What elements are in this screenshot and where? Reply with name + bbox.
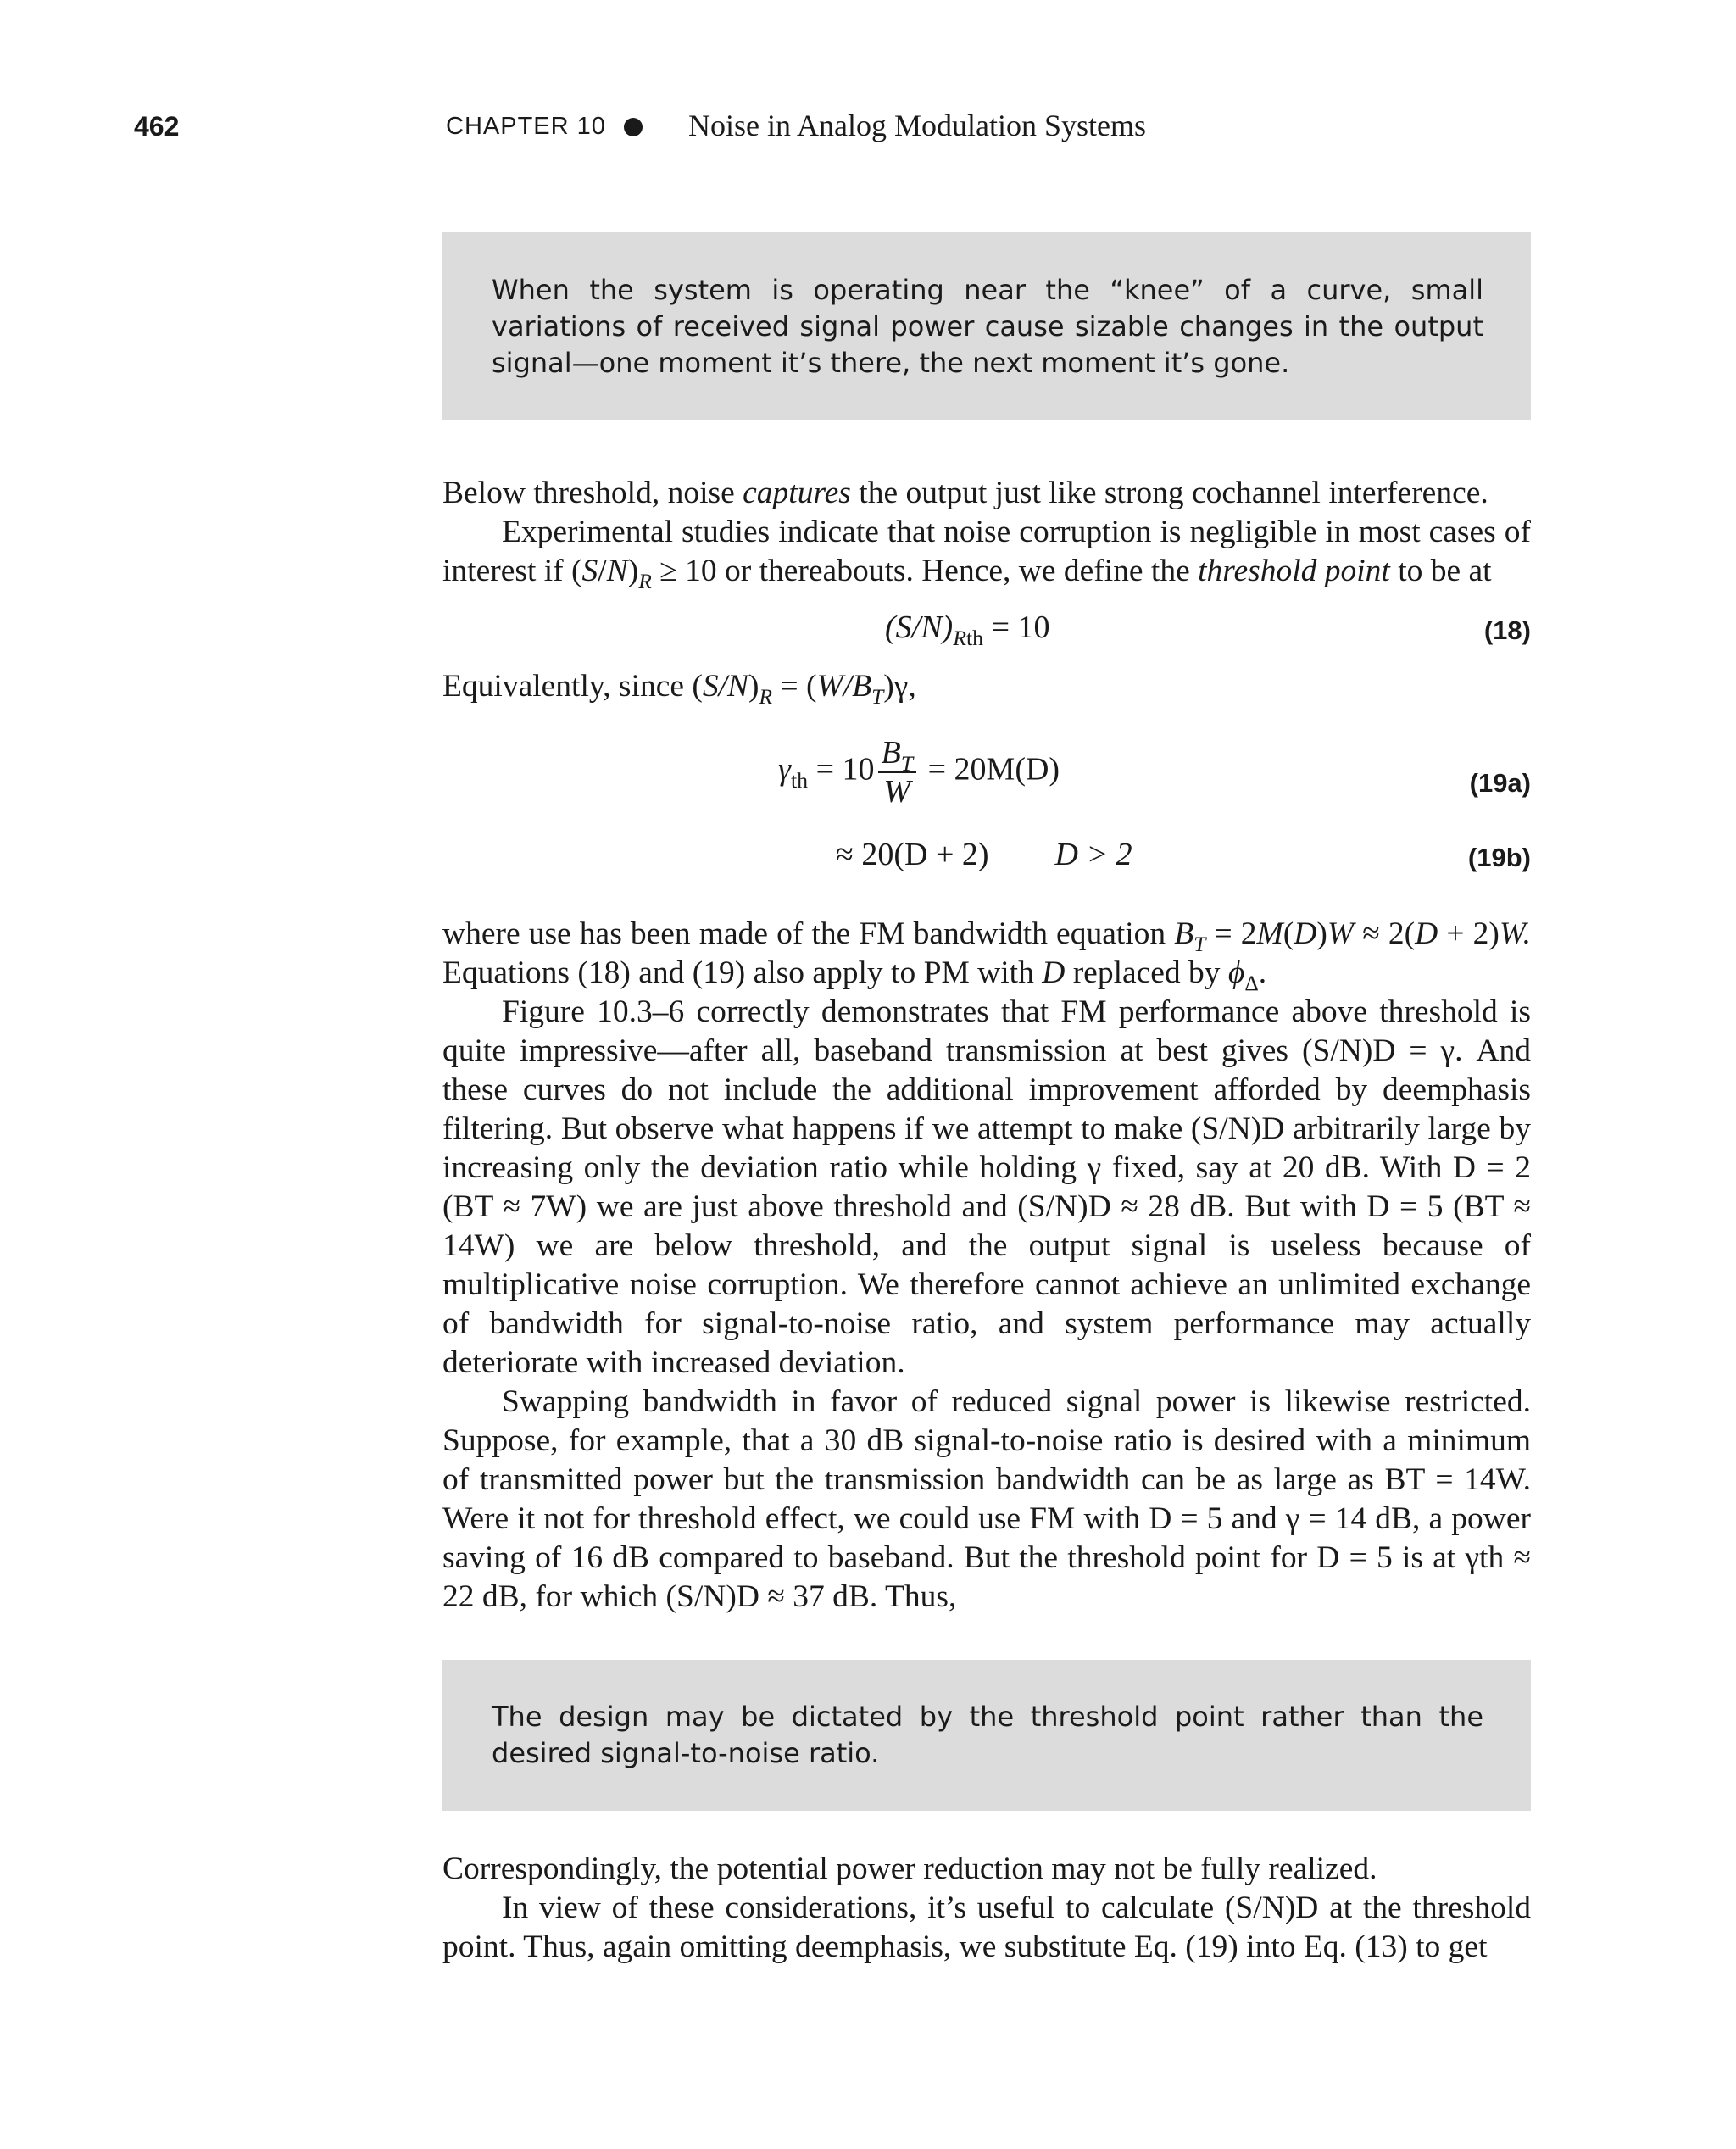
text-block-fm-performance bbox=[442, 915, 1531, 1617]
text-equivalently: Equivalently, since $(S/N)_R = (W/B_T)\gamma$, bbox=[442, 669, 916, 709]
callout-text: The design may be dictated by the threshold point rather than the desired signal-to-noise ratio. bbox=[492, 1701, 1483, 1769]
equation-number-19a: (19a) bbox=[1469, 768, 1531, 798]
paragraph: Experimental studies indicate that noise corruption is negligible in most cases of interest if $(S/N)_R \ge 10$ or thereabouts. Hence, we define the threshold point to be at bbox=[442, 515, 1531, 593]
paragraph: Figure 10.3–6 correctly demonstrates that FM performance above threshold is quite impressive—after all, baseband transmission at best gives (S/N)D = γ. And these curves do not include the additional improvement afforded by deemphasis filtering. But observe what happens if we attempt to make (S/N)D arbitrarily large by increasing only the deviation ratio while holding γ fixed, say at 20 dB. With D = 2 (BT ≈ 7W) we are just above threshold and (S/N)D ≈ 28 dB. But with D = 5 (BT ≈ 14W) we are below threshold, and the output signal is useless because of multiplicative noise corruption. We therefore cannot achieve an unlimited exchange of bandwidth for signal-to-noise ratio, and system performance may actually deteriorate with increased deviation. bbox=[442, 994, 1531, 1380]
paragraph: In view of these considerations, it’s useful to calculate (S/N)D at the threshold point. Thus, again omitting deemphasis, we substitute Eq. (19) into Eq. (13) to get bbox=[442, 1890, 1531, 1964]
page-number: 462 bbox=[134, 111, 180, 142]
paragraph: where use has been made of the FM bandwidth equation $B_T = 2M(D)W \approx 2(D + 2)W$. Equations (18) and (19) also apply to PM with D replaced by $\phi_\Delta$. bbox=[442, 916, 1531, 995]
equation-19b: ≈ 20(D + 2) D > 2 bbox=[836, 837, 1132, 872]
text-block-conclusion bbox=[442, 1850, 1531, 1967]
equation-19a: $\gamma_{th} = 10$ $\frac{B_T}{W}$ = 20M(D) bbox=[778, 735, 1060, 810]
callout-box-knee bbox=[442, 232, 1531, 420]
bullet-separator bbox=[624, 118, 643, 136]
equation-18: $(S/N)_{Rth} = 10$ bbox=[885, 610, 1050, 651]
chapter-label: CHAPTER 10 bbox=[446, 113, 606, 140]
equation-number-19b: (19b) bbox=[1467, 843, 1531, 872]
paragraph: Swapping bandwidth in favor of reduced signal power is likewise restricted. Suppose, for example, that a 30 dB signal-to-noise ratio is desired with a minimum of transmitted power but the transmission bandwidth can be as large as BT = 14W. Were it not for threshold effect, we could use FM with D = 5 and γ = 14 dB, a power saving of 16 dB compared to baseband. But the threshold point for D = 5 is at γth ≈ 22 dB, for which (S/N)D ≈ 37 dB. Thus, bbox=[442, 1384, 1531, 1614]
fraction: $\frac{B_T}{W}$ bbox=[878, 734, 917, 810]
callout-box-design bbox=[442, 1660, 1531, 1811]
running-title: Noise in Analog Modulation Systems bbox=[688, 109, 1146, 142]
text-block-threshold bbox=[442, 474, 1531, 591]
paragraph: Correspondingly, the potential power reduction may not be fully realized. bbox=[442, 1851, 1377, 1886]
paragraph: Below threshold, noise captures the output just like strong cochannel interference. bbox=[442, 476, 1488, 510]
equation-number-18: (18) bbox=[1483, 615, 1531, 645]
callout-text: When the system is operating near the “knee” of a curve, small variations of received signal power cause sizable changes in the output signal—one moment it’s there, the next moment it’s gone. bbox=[492, 274, 1483, 379]
